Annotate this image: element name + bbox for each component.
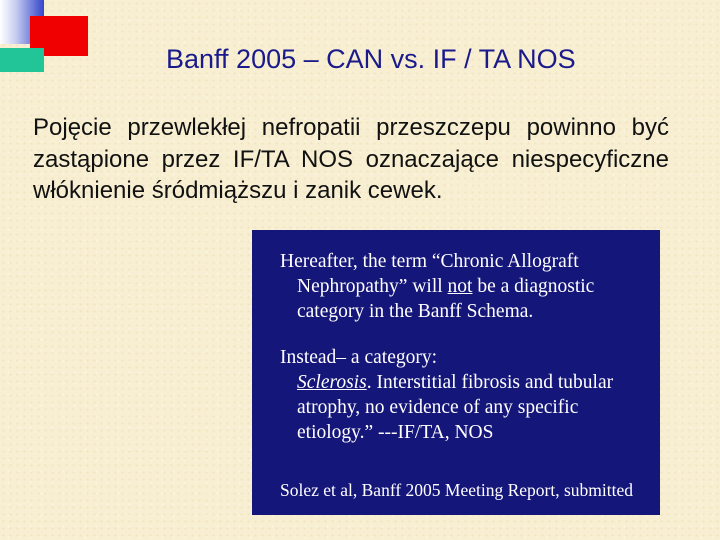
quote-line: Nephropathy” will not be a diagnostic [297, 276, 595, 297]
decorative-green-bar [0, 48, 44, 72]
quote-line: category in the Banff Schema. [297, 301, 534, 322]
slide-body-text: Pojęcie przewlekłej nefropatii przeszczepu powinno być zastąpione przez IF/TA NOS oznaczające niespecyficzne włóknienie śródmiąższu i zanik cewek. [33, 114, 669, 204]
underlined-word: not [447, 276, 473, 297]
italic-term: Sclerosis [297, 372, 367, 393]
quote-line: Sclerosis. Interstitial fibrosis and tubular [297, 372, 614, 393]
quote-line: Instead– a category: [280, 347, 438, 368]
quote-image-box [252, 230, 660, 515]
quote-line: atrophy, no evidence of any specific [297, 397, 579, 418]
slide-title: Banff 2005 – CAN vs. IF / TA NOS [166, 44, 576, 74]
quote-line: etiology.” ---IF/TA, NOS [297, 422, 494, 443]
quote-line: Hereafter, the term “Chronic Allograft [280, 251, 579, 272]
quote-citation: Solez et al, Banff 2005 Meeting Report, submitted [280, 480, 634, 500]
